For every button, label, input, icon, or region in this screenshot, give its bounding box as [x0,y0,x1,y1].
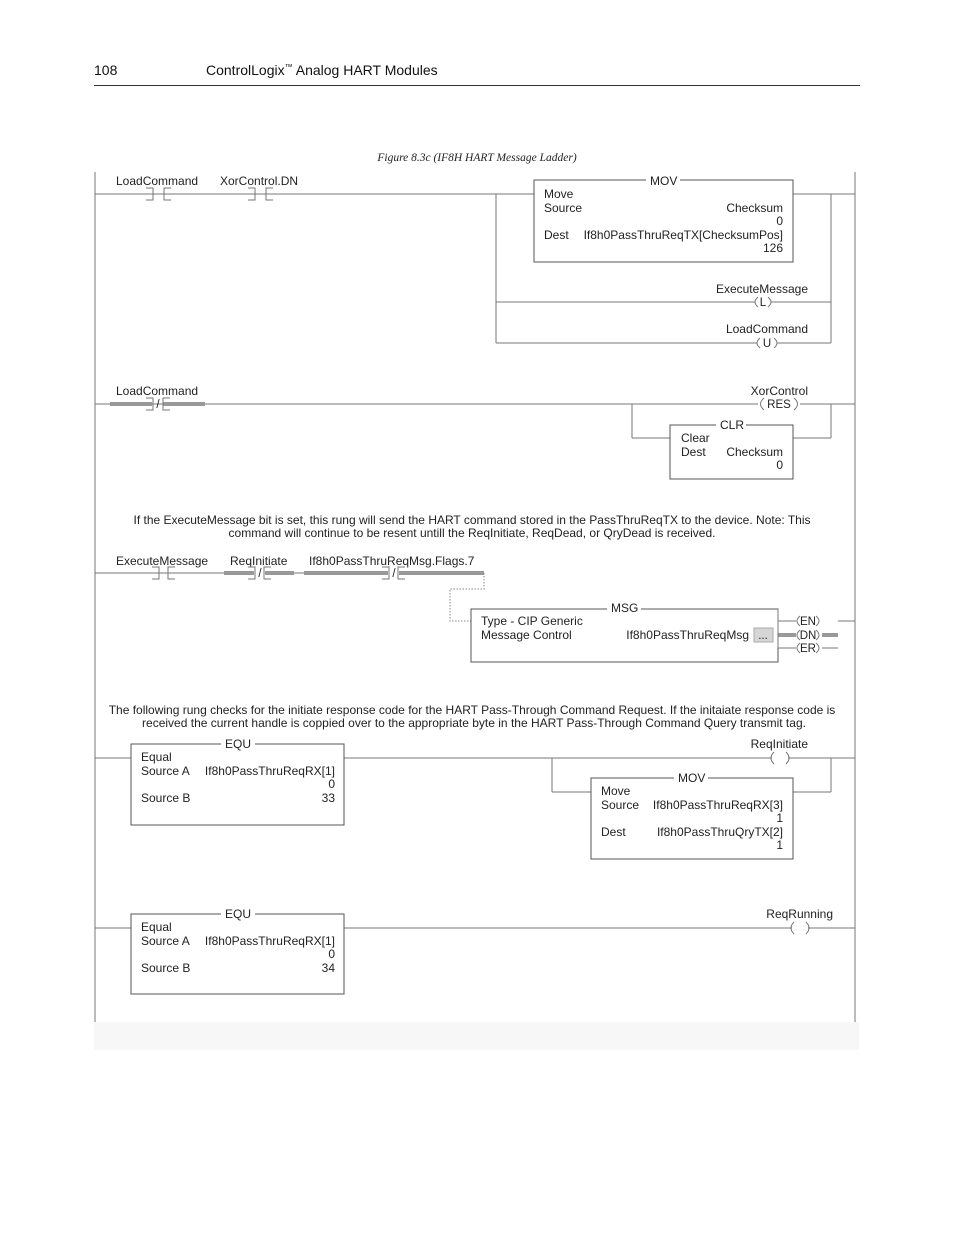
title-suffix: Analog HART Modules [292,62,438,78]
msg-config-dots: ... [758,630,768,642]
equ-title-2: EQU [225,907,252,921]
trademark-sign: ™ [284,62,293,72]
msg-en-label: EN [800,616,816,628]
xio-slash-flags7: / [392,568,396,580]
msg-config-button[interactable] [754,628,773,642]
equ-a-label-2: Source A [141,934,190,948]
mov-dest-label-1: Dest [544,228,569,242]
equ-a-tag-2: If8h0PassThruReqRX[1] [204,934,335,948]
page-number: 108 [94,62,118,78]
mov-dest-value-2: 1 [776,838,783,852]
equ-title-1: EQU [225,737,252,751]
figure-caption: Figure 8.3c (IF8H HART Message Ladder) [377,152,577,164]
clr-dest-label: Dest [681,445,706,459]
clr-dest-value: 0 [776,458,783,472]
title-prefix: ControlLogix [206,62,285,78]
equ-b-label-1: Source B [141,791,191,805]
coil-reqrunning-label: ReqRunning [766,907,833,921]
equ-a-value-2: 0 [328,947,335,961]
coil-executemessage-label: ExecuteMessage [715,282,808,296]
coil-loadcommand-label: LoadCommand [725,322,808,336]
equ-kind-1: Equal [141,750,172,764]
mov-source-label-2: Source [601,798,640,812]
mov-instruction-block-2[interactable] [591,771,793,859]
res-symbol: RES [767,399,791,411]
contact-flags7-label: If8h0PassThruReqMsg.Flags.7 [309,554,475,568]
mov-instruction-block-1[interactable] [534,174,793,262]
mov-source-tag-2: If8h0PassThruReqRX[3] [652,798,783,812]
clr-kind: Clear [681,431,710,445]
mov-dest-label-2: Dest [601,825,626,839]
mov-source-label-1: Source [544,201,583,215]
msg-instruction-block[interactable] [471,601,778,662]
mov-source-value-2: 1 [776,811,783,825]
rung-4-comment-line-1: The following rung checks for the initiate response code for the HART Pass-Through Command Request. If the initaiate response code is [108,703,836,717]
xio-slash: / [156,399,160,411]
equ-b-value-1: 33 [321,791,335,805]
equ-instruction-block-1[interactable] [131,737,344,825]
mov-kind-2: Move [601,784,631,798]
msg-en-output [797,616,819,628]
mov-source-value-1: 0 [776,214,783,228]
contact-reqinitiate-label: ReqInitiate [230,554,288,568]
mov-source-tag-1: Checksum [726,201,783,215]
equ-b-label-2: Source B [141,961,191,975]
contact-loadcommand-2-label: LoadCommand [116,384,199,398]
msg-control-label: Message Control [481,628,572,642]
clr-instruction-block[interactable] [670,418,793,479]
contact-xorcontrol-dn-label: XorControl.DN [220,174,299,188]
equ-a-label-1: Source A [141,764,190,778]
equ-b-value-2: 34 [321,961,335,975]
msg-er-label: ER [800,643,816,655]
mov-dest-tag-2: If8h0PassThruQryTX[2] [656,825,783,839]
mov-kind-1: Move [544,187,574,201]
clr-title: CLR [720,418,745,432]
coil-unlatch-symbol: U [762,338,772,350]
contact-executemessage-label: ExecuteMessage [116,554,209,568]
rung-3-comment-line-1: If the ExecuteMessage bit is set, this rung will send the HART command stored in the PassThruReqTX to the device. Note: This [133,513,811,527]
msg-dn-label: DN [799,630,817,642]
msg-title: MSG [611,601,639,615]
equ-instruction-block-2[interactable] [131,907,344,994]
equ-kind-2: Equal [141,920,172,934]
mov-title-2: MOV [678,771,706,785]
rung-3-comment-line-2: command will continue to be resent untill the ReqInitiate, ReqDead, or QryDead is received. [228,526,716,540]
rung-4-comment-line-2: received the current handle is coppied over to the appropriate byte in the HART Pass-Through Command Query transmit tag. [142,716,806,730]
res-xorcontrol-label: XorControl [750,384,808,398]
msg-type-label: Type - CIP Generic [481,614,583,628]
ladder-canvas [94,172,859,1022]
equ-a-value-1: 0 [328,777,335,791]
mov-dest-value-1: 126 [762,241,783,255]
clr-dest-tag: Checksum [726,445,783,459]
contact-loadcommand-label: LoadCommand [116,174,199,188]
mov-dest-tag-1: If8h0PassThruReqTX[ChecksumPos] [583,228,783,242]
mov-title-1: MOV [650,174,678,188]
coil-reqinitiate-label: ReqInitiate [750,737,808,751]
coil-latch-symbol: L [759,297,767,309]
equ-a-tag-1: If8h0PassThruReqRX[1] [204,764,335,778]
msg-control-tag: If8h0PassThruReqMsg [626,628,749,642]
xio-slash-reqinitiate: / [258,568,262,580]
